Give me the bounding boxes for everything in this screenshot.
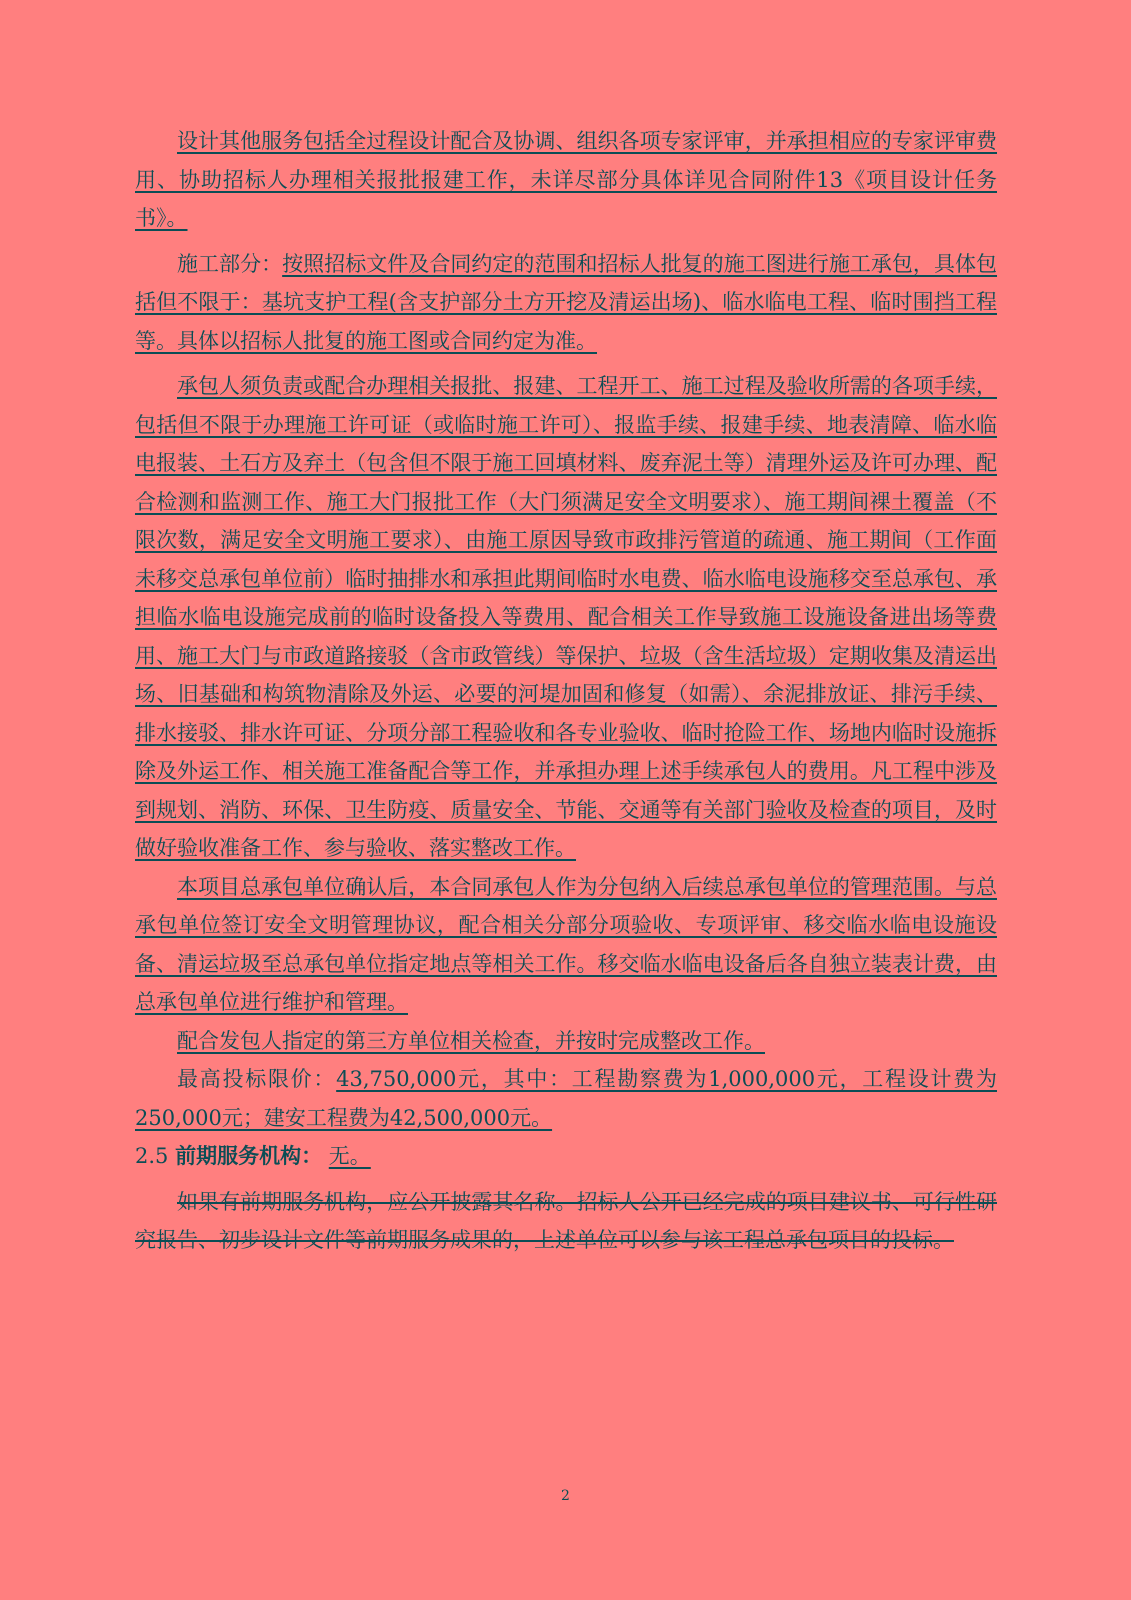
section-value: 无。: [328, 1144, 371, 1168]
construction-scope-text: 按照招标文件及合同约定的范围和招标人批复的施工图进行施工承包，具体包括但不限于：基坑支护工程(含支护部分土方开挖及清运出场)、临水临电工程、临时围挡工程等。具体以招标人批复的施工图或合同约定为准。: [135, 251, 998, 353]
struck-disclosure-text: 如果有前期服务机构，应公开披露其名称。招标人公开已经完成的项目建议书、可行性研究报告、初步设计文件等前期服务成果的，上述单位可以参与该工程总承包项目的投标。: [135, 1189, 997, 1252]
paragraph-design-services: [135, 122, 997, 238]
paragraph-third-party-inspection: [135, 1022, 997, 1061]
third-party-inspection-text: 配合发包人指定的第三方单位相关检查，并按时完成整改工作。: [177, 1028, 765, 1053]
section-heading-preliminary-service: [135, 1137, 997, 1176]
paragraph-general-contractor: [135, 868, 997, 1022]
paragraph-construction-scope: [135, 245, 997, 361]
contractor-duties-text: 承包人须负责或配合办理相关报批、报建、工程开工、施工过程及验收所需的各项手续，包括但不限于办理施工许可证（或临时施工许可）、报监手续、报建手续、地表清障、临水临电报装、土石方及弃土（包含但不限于施工回填材料、废弃泥土等）清理外运及许可办理、配合检测和监测工作、施工大门报批工作（大门须满足安全文明要求）、施工期间裸土覆盖（不限次数，满足安全文明施工要求）、由施工原因导致市政排污管道的疏通、施工期间（工作面未移交总承包单位前）临时抽排水和承担此期间临时水电费、临水临电设施移交至总承包、承担临水临电设施完成前的临时设备投入等费用、配合相关工作导致施工设施设备进出场等费用、施工大门与市政道路接驳（含市政管线）等保护、垃圾（含生活垃圾）定期收集及清运出场、旧基础和构筑物清除及外运、必要的河堤加固和修复（如需）、余泥排放证、排污手续、排水接驳、排水许可证、分项分部工程验收和各专业验收、临时抢险工作、场地内临时设施拆除及外运工作、相关施工准备配合等工作，并承担办理上述手续承包人的费用。凡工程中涉及到规划、消防、环保、卫生防疫、质量安全、节能、交通等有关部门验收及检查的项目，及时做好验收准备工作、参与验收、落实整改工作。: [135, 374, 997, 860]
design-services-text: 设计其他服务包括全过程设计配合及协调、组织各项专家评审，并承担相应的专家评审费用、协助招标人办理相关报批报建工作，未详尽部分具体详见合同附件13《项目设计任务书》。: [135, 129, 997, 230]
paragraph-contractor-duties: [135, 367, 997, 868]
paragraph-max-bid-price: [135, 1060, 997, 1137]
section-label: 前期服务机构：: [175, 1143, 323, 1168]
max-bid-price-text: 43,750,000元，其中：工程勘察费为1,000,000元，工程设计费为250,000元；建安工程费为42,500,000元。: [135, 1067, 997, 1130]
general-contractor-text: 本项目总承包单位确认后，本合同承包人作为分包纳入后续总承包单位的管理范围。与总承包单位签订安全文明管理协议，配合相关分部分项验收、专项评审、移交临水临电设施设备、清运垃圾至总承包单位指定地点等相关工作。移交临水临电设备后各自独立装表计费，由总承包单位进行维护和管理。: [135, 874, 997, 1014]
section-number: 2.5: [135, 1144, 169, 1168]
paragraph-struck-disclosure: [135, 1183, 997, 1260]
construction-scope-label: 施工部分：: [177, 251, 283, 276]
document-body: [135, 122, 997, 1260]
page-number: 2: [561, 1488, 570, 1504]
max-bid-price-label: 最高投标限价：: [177, 1067, 337, 1091]
